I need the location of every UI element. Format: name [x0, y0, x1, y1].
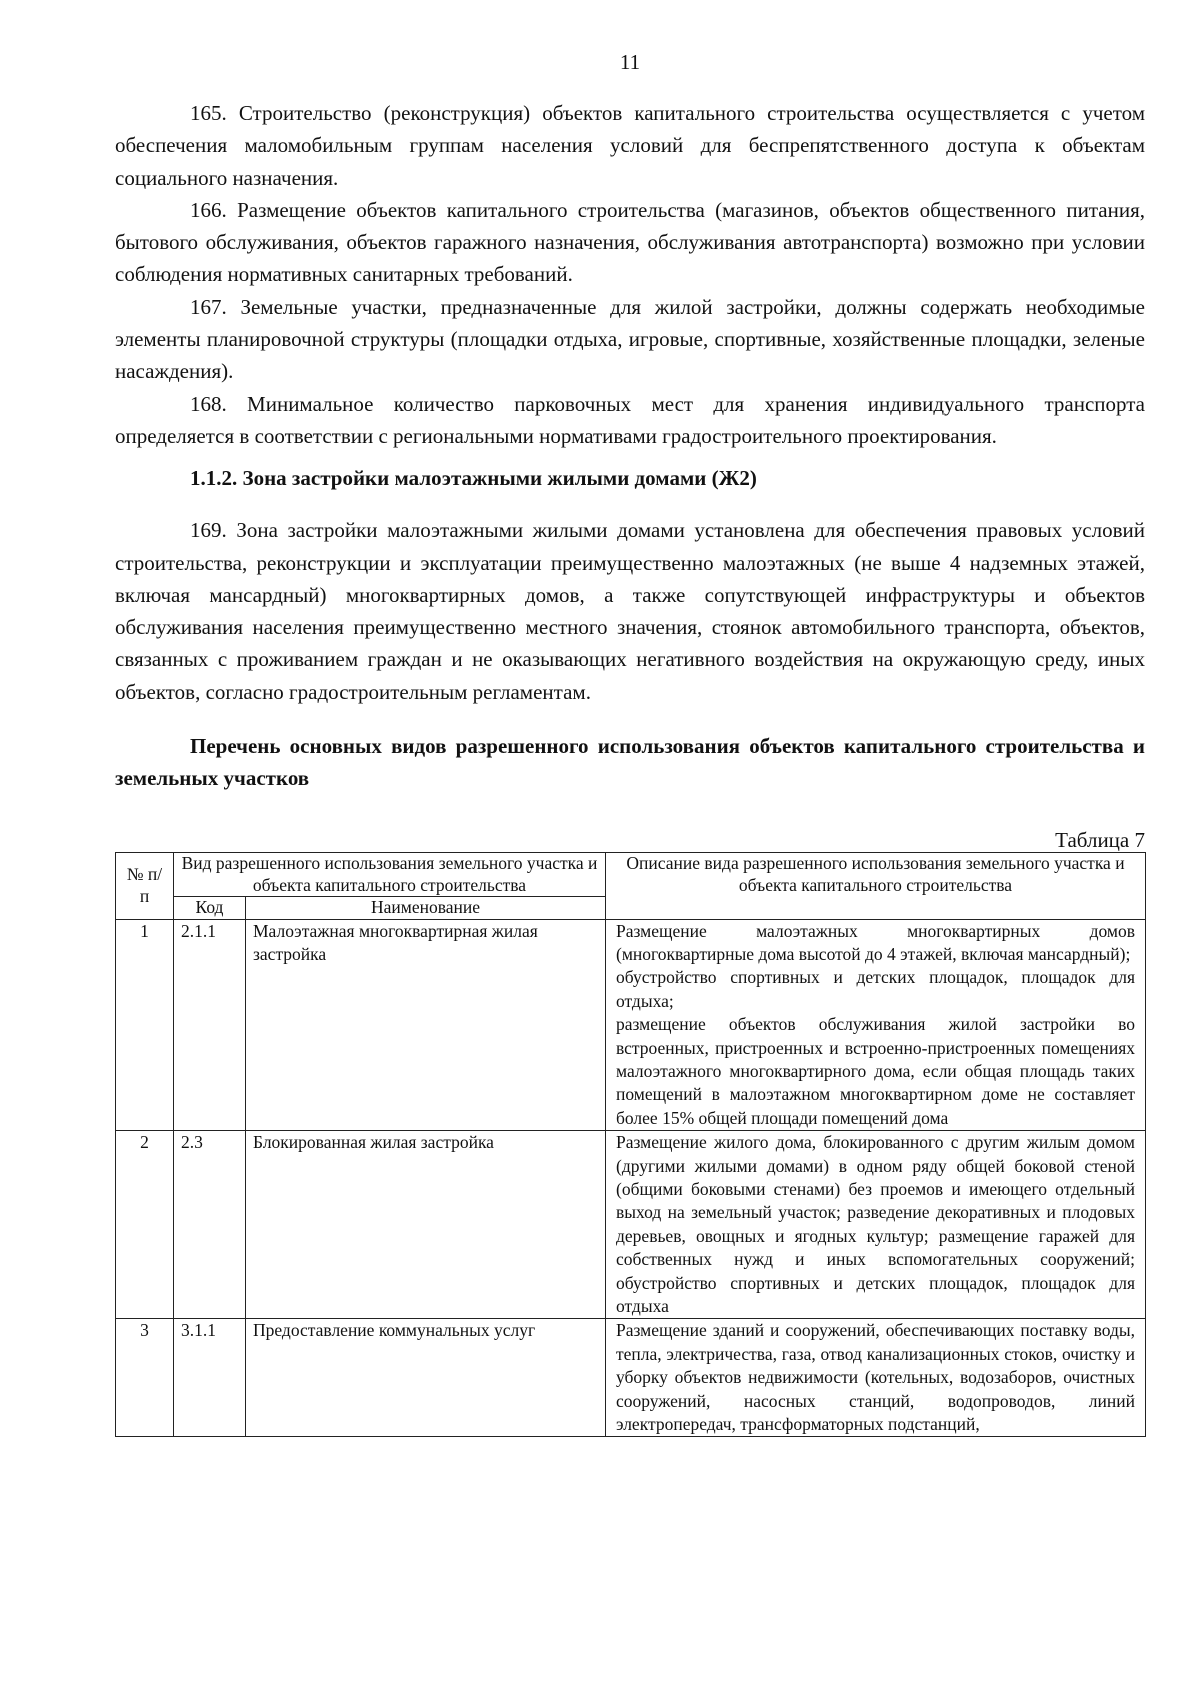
row-name: Малоэтажная многоквартирная жилая застройка: [246, 919, 606, 1131]
paragraph-168: 168. Минимальное количество парковочных мест для хранения индивидуального транспорта определяется в соответствии с региональными нормативами градостроительного проектирования.: [115, 391, 1145, 448]
row-code: 2.3: [174, 1131, 246, 1319]
description-line: размещение объектов обслуживания жилой застройки во встроенных, пристроенных и встроенно-пристроенных помещениях малоэтажного многоквартирного дома, если общая площадь таких помещений в малоэтажном многоквартирном доме не составляет более 15% общей площади помещений дома: [616, 1014, 1135, 1128]
row-code: 3.1.1: [174, 1319, 246, 1437]
description-line: Размещение жилого дома, блокированного с другим жилым домом (другими жилыми домами) в одном ряду общей боковой стеной (общими боковыми стенами) без проемов и имеющего отдельный выход на земельный участок; разведение декоративных и плодовых деревьев, овощных и ягодных культур; размещение гаражей для собственных нужд и иных вспомогательных сооружений; обустройство спортивных и детских площадок, площадок для отдыха: [616, 1132, 1135, 1317]
paragraph-165: 165. Строительство (реконструкция) объектов капитального строительства осуществляется с учетом обеспечения маломобильным группам населения условий для беспрепятственного доступа к объектам социального назначения.: [115, 101, 1145, 190]
table-caption: Таблица 7: [1055, 828, 1145, 853]
row-num: 2: [116, 1131, 174, 1319]
paragraph-166: 166. Размещение объектов капитального строительства (магазинов, объектов общественного питания, бытового обслуживания, объектов гаражного назначения, обслуживания автотранспорта) возможно при условии соблюдения нормативных санитарных требований.: [115, 197, 1145, 287]
description-line: обустройство спортивных и детских площадок, площадок для отдыха;: [616, 967, 1135, 1011]
paragraph-169: 169. Зона застройки малоэтажными жилыми домами установлена для обеспечения правовых условий строительства, реконструкции и эксплуатации преимущественно малоэтажных (не выше 4 надземных этажей, включая мансардный) многоквартирных домов, а также сопутствующей инфраструктуры и объектов обслуживания населения преимущественно местного значения, стоянок автомобильного транспорта, объектов, связанных с проживанием граждан и не оказывающих негативного воздействия на окружающую среду, иных объектов, согласно градостроительным регламентам.: [115, 518, 1145, 704]
paragraph-167: 167. Земельные участки, предназначенные для жилой застройки, должны содержать необходимые элементы планировочной структуры (площадки отдыха, игровые, спортивные, хозяйственные площадки, зеленые насаждения).: [115, 294, 1145, 384]
list-heading: Перечень основных видов разрешенного использования объектов капитального строительства и земельных участков: [115, 734, 1145, 791]
document-page: [115, 50, 1145, 1437]
section-heading: 1.1.2. Зона застройки малоэтажными жилыми домами (Ж2): [190, 466, 757, 491]
row-num: 1: [116, 919, 174, 1131]
table-header-row: [116, 853, 1146, 897]
row-name: Предоставление коммунальных услуг: [246, 1319, 606, 1437]
description-line: Размещение зданий и сооружений, обеспечивающих поставку воды, тепла, электричества, газа, отвод канализационных стоков, очистку и уборку объектов недвижимости (котельных, водозаборов, очистных сооружений, насосных станций, водопроводов, линий электропередач, трансформаторных подстанций,: [616, 1320, 1135, 1435]
page-number: 11: [619, 50, 641, 74]
row-description: [606, 1319, 1146, 1437]
header-code: Код: [174, 897, 246, 920]
row-name: Блокированная жилая застройка: [246, 1131, 606, 1319]
row-code: 2.1.1: [174, 919, 246, 1131]
row-description: [606, 919, 1146, 1131]
row-num: 3: [116, 1319, 174, 1437]
permitted-use-table: [115, 852, 1146, 1437]
header-description: Описание вида разрешенного использования земельного участка и объекта капитального строительства: [606, 853, 1146, 920]
table-row: [116, 919, 1146, 1131]
row-description: [606, 1131, 1146, 1319]
header-name: Наименование: [246, 897, 606, 920]
header-kind: Вид разрешенного использования земельного участка и объекта капитального строительства: [174, 853, 606, 897]
table-row: [116, 1131, 1146, 1319]
table-row: [116, 1319, 1146, 1437]
header-num: № п/п: [116, 853, 174, 920]
description-line: Размещение малоэтажных многоквартирных домов (многоквартирные дома высотой до 4 этажей, включая мансардный);: [616, 920, 1135, 964]
